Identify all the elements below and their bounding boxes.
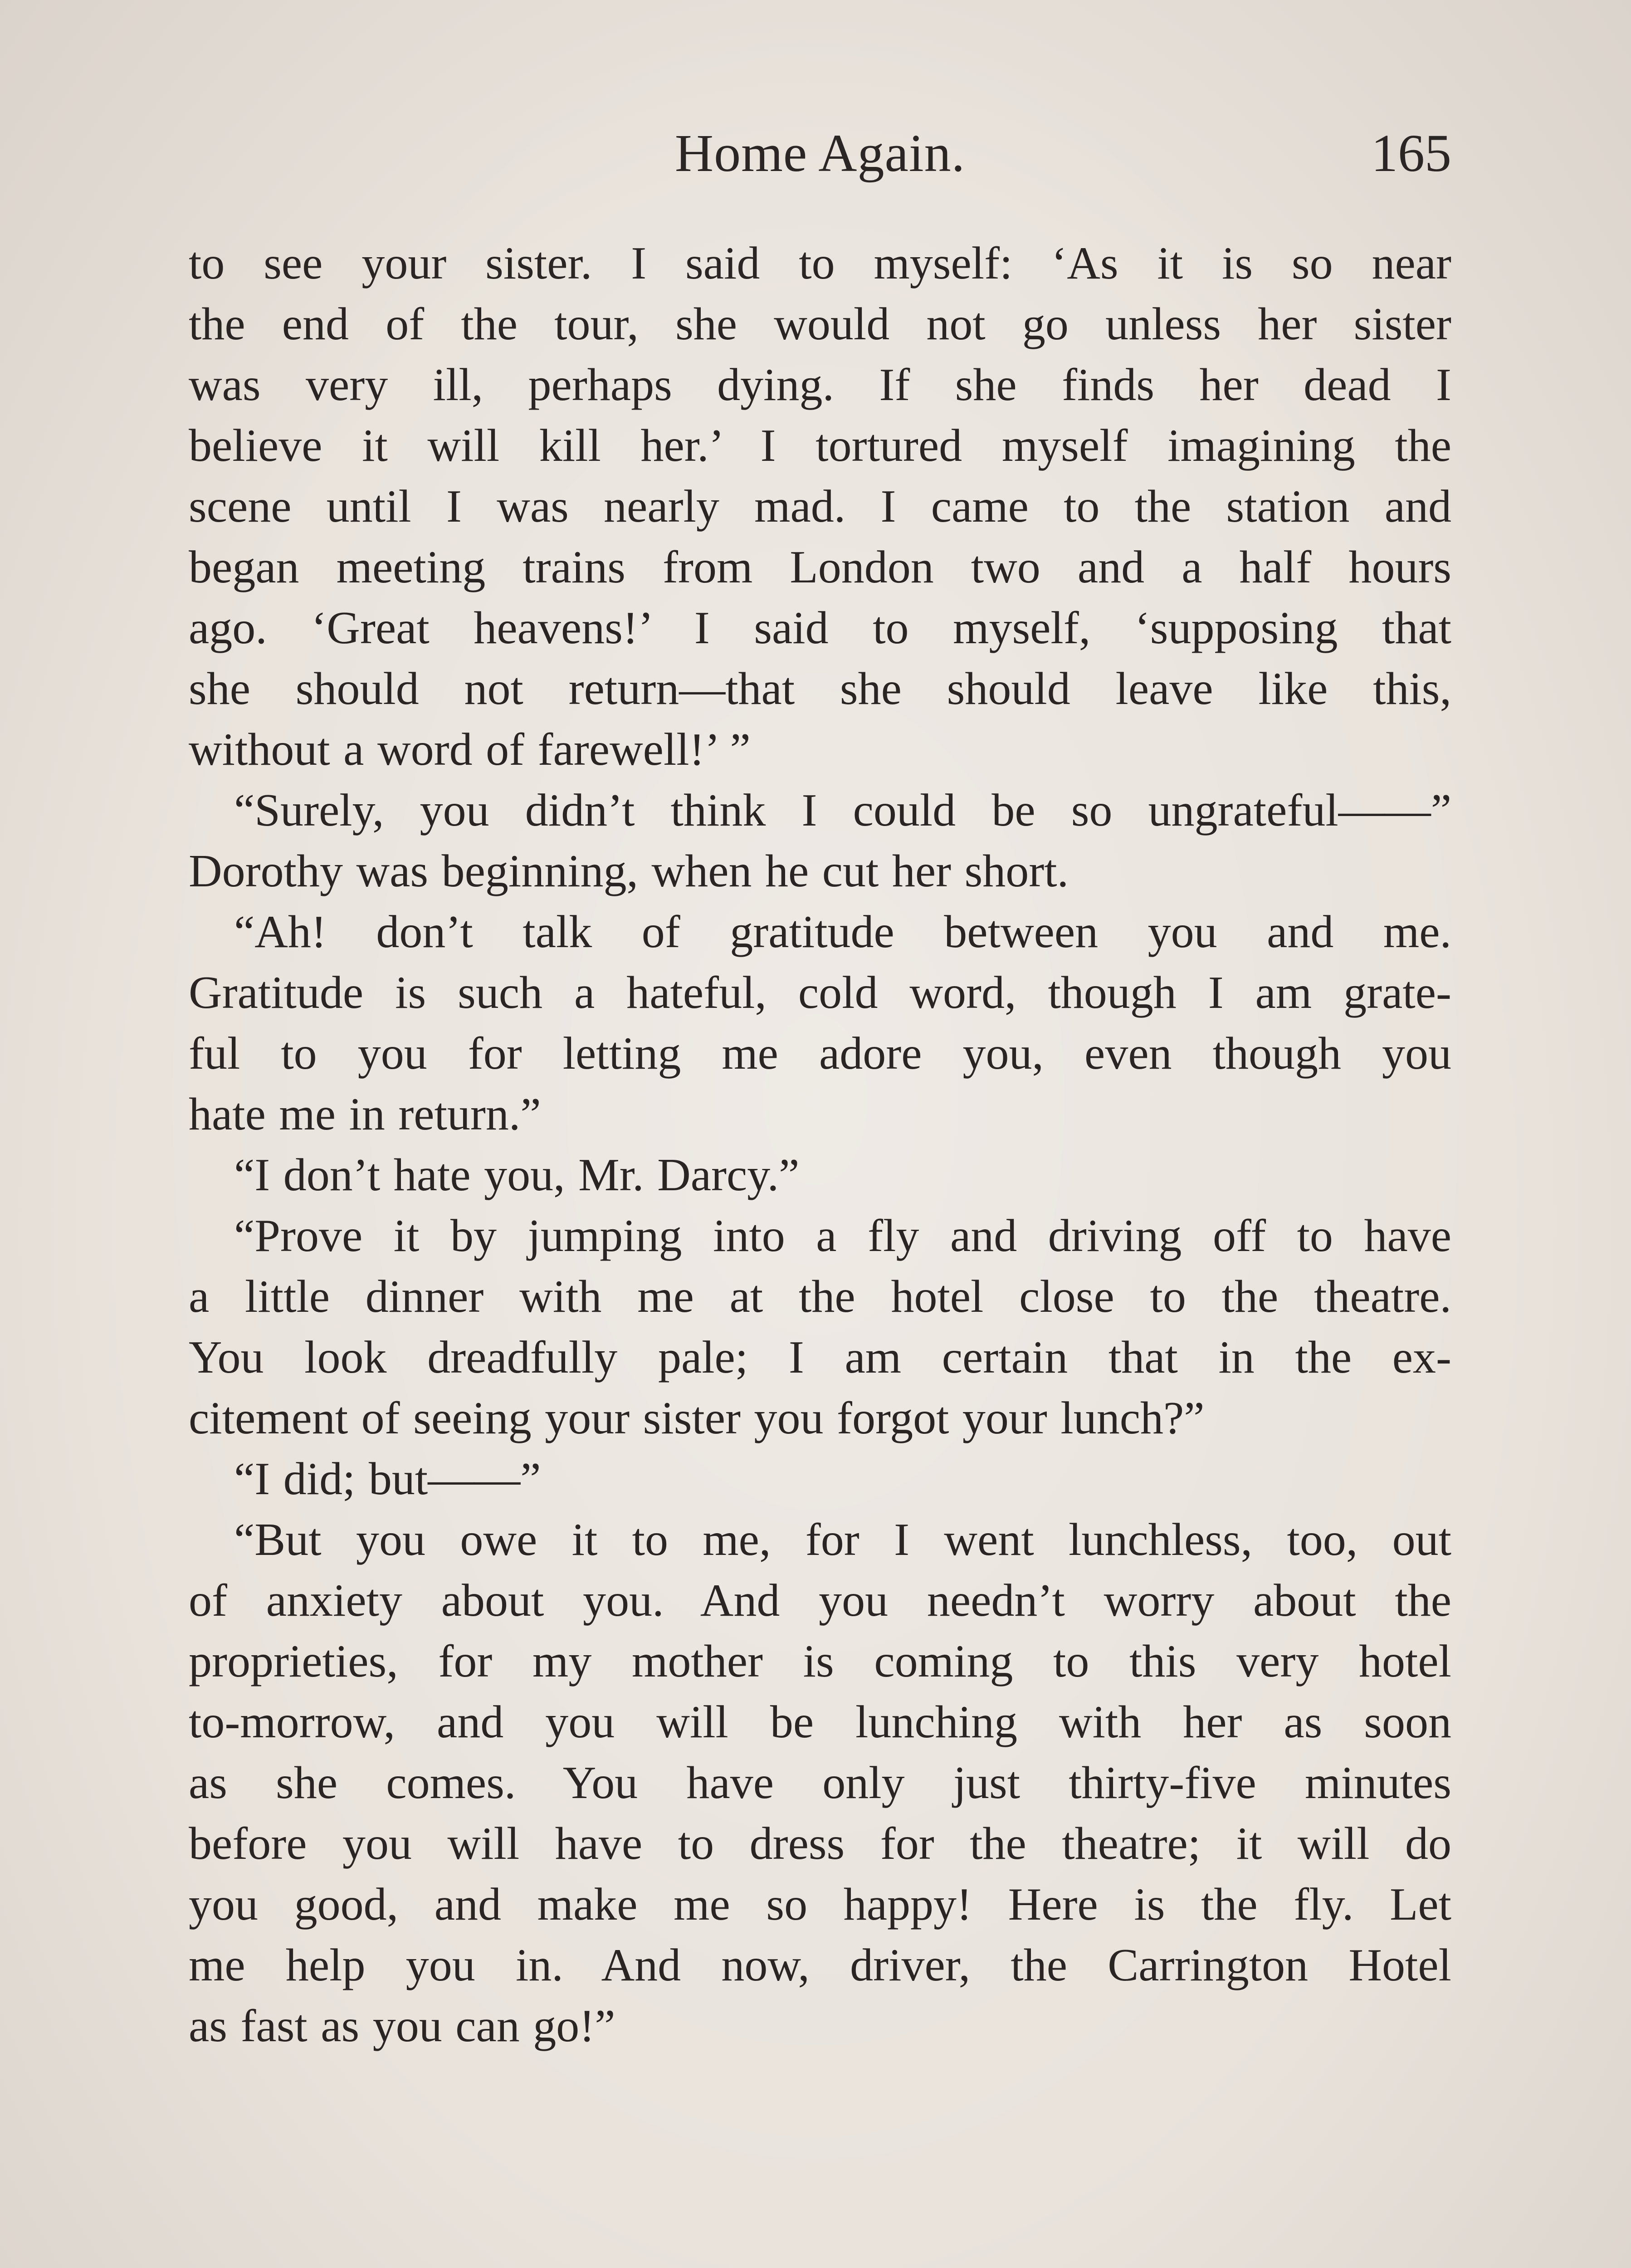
text-line: as she comes. You have only just thirty-five minutes: [189, 1757, 1451, 1809]
text-line: proprieties, for my mother is coming to this very hotel: [189, 1636, 1451, 1687]
text-line: of anxiety about you. And you needn’t worry about the: [189, 1575, 1451, 1626]
text-line: you good, and make me so happy! Here is the fly. Let: [189, 1879, 1451, 1930]
text-line: scene until I was nearly mad. I came to the station and: [189, 481, 1451, 532]
paragraph: [189, 1145, 1451, 1206]
text-line: the end of the tour, she would not go unless her sister: [189, 298, 1451, 350]
text-line: You look dreadfully pale; I am certain that in the ex-: [189, 1332, 1451, 1383]
paragraph: [189, 1449, 1451, 1510]
text-line: Gratitude is such a hateful, cold word, though I am grate-: [189, 967, 1451, 1018]
text-line: ful to you for letting me adore you, even though you: [189, 1028, 1451, 1079]
chapter-title: Home Again.: [674, 123, 966, 183]
text-line: “Surely, you didn’t think I could be so ungrateful——”: [234, 785, 1451, 836]
text-line: to see your sister. I said to myself: ‘As it is so near: [189, 238, 1451, 289]
text-line: as fast as you can go!”: [189, 2000, 615, 2052]
paragraph: [189, 1510, 1451, 2057]
text-line: Dorothy was beginning, when he cut her short.: [189, 846, 1069, 897]
text-line: began meeting trains from London two and a half hours: [189, 542, 1451, 593]
body-text: [189, 233, 1451, 2057]
text-line: ago. ‘Great heavens!’ I said to myself, ‘supposing that: [189, 602, 1451, 654]
text-line: to-morrow, and you will be lunching with her as soon: [189, 1696, 1451, 1748]
text-line: believe it will kill her.’ I tortured myself imagining the: [189, 420, 1451, 471]
paragraph: [189, 1206, 1451, 1449]
text-line: a little dinner with me at the hotel close to the theatre.: [189, 1271, 1451, 1322]
text-line: me help you in. And now, driver, the Carrington Hotel: [189, 1940, 1451, 1991]
text-line: was very ill, perhaps dying. If she finds her dead I: [189, 359, 1451, 411]
text-line: citement of seeing your sister you forgot your lunch?”: [189, 1393, 1205, 1444]
text-line: “Prove it by jumping into a fly and driving off to have: [234, 1210, 1451, 1261]
text-line: before you will have to dress for the theatre; it will do: [189, 1818, 1451, 1869]
paragraph: [189, 233, 1451, 780]
page-number: 165: [1371, 123, 1451, 183]
paragraph: [189, 902, 1451, 1145]
paragraph: [189, 780, 1451, 902]
text-line: “I don’t hate you, Mr. Darcy.”: [234, 1149, 800, 1201]
text-line: “Ah! don’t talk of gratitude between you and me.: [234, 906, 1451, 958]
text-line: “But you owe it to me, for I went lunchless, too, out: [234, 1514, 1451, 1565]
running-head: [189, 122, 1451, 195]
text-line: hate me in return.”: [189, 1089, 541, 1140]
text-line: without a word of farewell!’ ”: [189, 724, 751, 775]
text-line: “I did; but——”: [234, 1453, 541, 1505]
text-line: she should not return—that she should leave like this,: [189, 663, 1451, 714]
